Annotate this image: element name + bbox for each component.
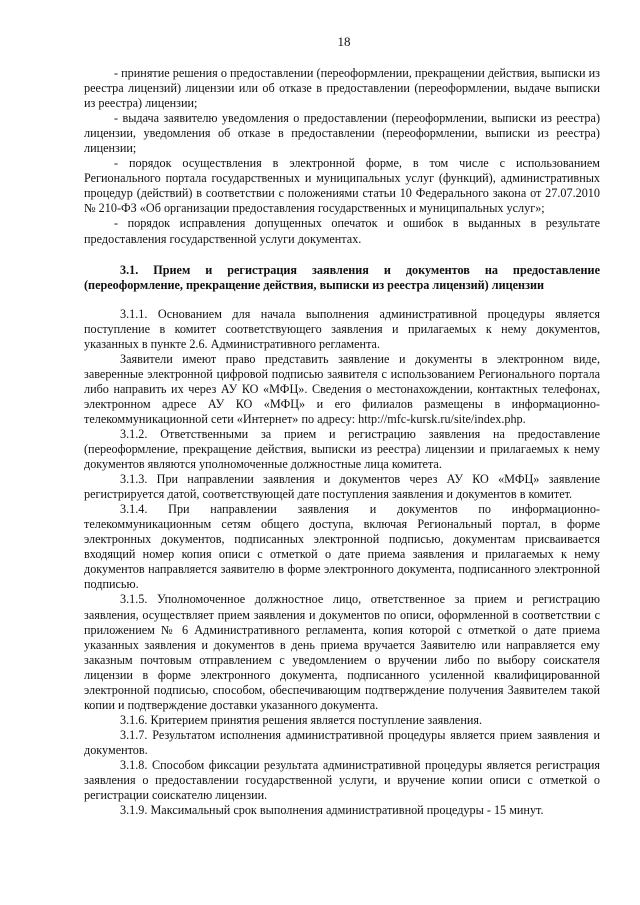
paragraph-3-1-2: 3.1.2. Ответственными за прием и регистрацию заявления на предоставление (переоформление, прекращение действия, выписки из реестра) лицензии и прилагаемых к нему документов являются уполномоченные должностные лица комитета. bbox=[84, 426, 600, 472]
section-body bbox=[84, 307, 600, 819]
list-item: - выдача заявителю уведомления о предоставлении (переоформлении, выписки из реестра) лицензии, уведомления об отказе в предоставлении (переоформлении, выписки из реестра) лицензии; bbox=[84, 111, 600, 156]
paragraph-3-1-6: 3.1.6. Критерием принятия решения является поступление заявления. bbox=[120, 712, 483, 727]
paragraph-3-1-7: 3.1.7. Результатом исполнения административной процедуры является прием заявления и документов. bbox=[84, 727, 600, 757]
page-number: 18 bbox=[337, 34, 351, 49]
paragraph-3-1-3: 3.1.3. При направлении заявления и документов через АУ КО «МФЦ» заявление регистрируется датой, соответствующей дате поступления заявления и документов в комитет. bbox=[84, 472, 600, 502]
paragraph-applicants-electronic: Заявители имеют право представить заявление и документы в электронном виде, заверенные электронной цифровой подписью заявителя с использованием Регионального портала либо направить их через АУ КО «МФЦ». Сведения о местонахождении, контактных телефонах, электронном адресе АУ КО «МФЦ» и его филиалов размещены в информационно-телекоммуникационной сети «Интернет» по адресу: http://mfc-kursk.ru/site/index.php. bbox=[84, 351, 600, 426]
paragraph-3-1-4: 3.1.4. При направлении заявления и документов по информационно-телекоммуникационным сетям общего доступа, включая Региональный портал, в форме электронных документов, подписанных электронной подписью, документам присваивается входящий номер копия описи с отметкой о дате приема заявления и прилагаемых к нему документов направляется заявителю в форме электронного документа, подписанного электронной подписью. bbox=[84, 502, 600, 592]
paragraph-3-1-8: 3.1.8. Способом фиксации результата административной процедуры является регистрация заявления о предоставлении государственной услуги, и вручение копии описи с отметкой о регистрации соискателю лицензии. bbox=[84, 757, 600, 803]
procedures-list bbox=[84, 66, 600, 247]
list-item: - принятие решения о предоставлении (переоформлении, прекращении действия, выписки из реестра лицензий) лицензии или об отказе в предоставлении (переоформлении, выдаче выписки из реестра) лицензии; bbox=[84, 66, 600, 111]
paragraph-3-1-1: 3.1.1. Основанием для начала выполнения административной процедуры является поступление в комитет соответствующего заявления и прилагаемых к нему документов, указанных в пункте 2.6. Административного регламента. bbox=[84, 306, 600, 351]
paragraph-3-1-9: 3.1.9. Максимальный срок выполнения административной процедуры - 15 минут. bbox=[120, 803, 544, 818]
paragraph-3-1-5: 3.1.5. Уполномоченное должностное лицо, ответственное за прием и регистрацию заявления, осуществляет прием заявления и документов по описи, оформленной в соответствии с приложением № 6 Административного регламента, копия которой с отметкой о дате приема указанных заявления и документов в день приема вручается Заявителю или направляется ему заказным почтовым отправлением с уведомлением о вручении либо по выбору соискателя лицензии в форме электронного документа, подписанного усиленной квалифицированной электронной подписью, способом, обеспечивающим подтверждение получения Заявителем такой копии и подтверждение доставки указанного документа. bbox=[84, 592, 600, 712]
list-item: - порядок исправления допущенных опечаток и ошибок в выданных в результате предоставления государственной услуги документах. bbox=[84, 216, 600, 246]
document-page bbox=[84, 34, 600, 818]
list-item: - порядок осуществления в электронной форме, в том числе с использованием Регионального портала государственных и муниципальных услуг (функций), административных процедур (действий) в соответствии с положениями статьи 10 Федерального закона от 27.07.2010 № 210-ФЗ «Об организации предоставления государственных и муниципальных услуг»; bbox=[84, 156, 600, 216]
section-heading: 3.1. Прием и регистрация заявления и документов на предоставление (переоформление, прекращение действия, выписки из реестра лицензий) лицензии bbox=[84, 262, 600, 292]
